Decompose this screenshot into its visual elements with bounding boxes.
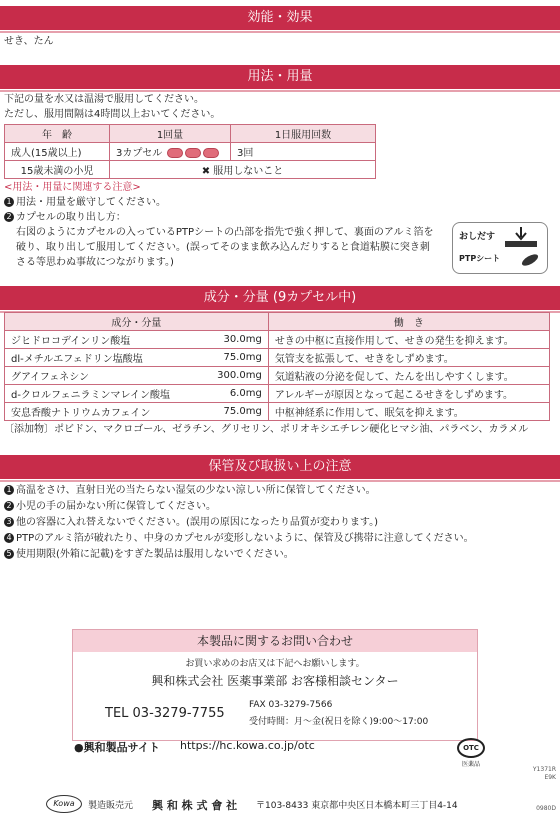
dosage-note2 — [4, 210, 126, 226]
storage-item-text: 使用期限(外箱に記載)をすぎた製品は服用しないでください。 — [16, 549, 294, 560]
table-row — [5, 385, 550, 403]
contact-box — [72, 629, 478, 741]
code-2: E9K — [544, 774, 556, 781]
note1-text: 用法・用量を厳守してください。 — [16, 197, 166, 208]
storage-item-text: 小児の手の届かない所に保管してください。 — [16, 501, 216, 512]
dosage-header: 用法・用量 — [0, 65, 560, 89]
contact-hours: 受付時間：月～金(祝日を除く)9:00～17:00 — [249, 717, 429, 727]
row-adult-dose — [110, 143, 231, 161]
ingredient-effect: 気管支を拡張して、せきをしずめます。 — [268, 349, 549, 367]
number-2-icon: 2 — [4, 212, 14, 222]
efficacy-body: せき、たん — [4, 36, 54, 47]
col-age: 年 齢 — [5, 125, 110, 143]
kowa-logo: Kowa — [46, 795, 82, 813]
footer-company: 興 和 株 式 會 社 — [152, 799, 238, 812]
col-times: 1日服用回数 — [231, 125, 376, 143]
number-1-icon: 1 — [4, 485, 14, 495]
storage-header: 保管及び取扱い上の注意 — [0, 455, 560, 479]
ingredient-amount: 30.0mg — [196, 331, 269, 349]
table-row — [5, 403, 550, 421]
dosage-note2-l1: 右図のようにカプセルの入っているPTPシートの凸部を指先で強く押して、裏面のアルミ箔を — [16, 227, 434, 238]
note2-text: カプセルの取り出し方： — [16, 212, 126, 223]
x-mark-icon: ✖ — [201, 166, 211, 177]
ingredients-header: 成分・分量 (9カプセル中) — [0, 286, 560, 310]
ptp-illustration — [452, 222, 548, 274]
ingredient-name: 安息香酸ナトリウムカフェイン — [5, 403, 196, 421]
capsule-icon — [167, 148, 183, 158]
row-adult-times: 3回 — [231, 143, 376, 161]
ingredient-effect: アレルギーが原因となって起こるせきをしずめます。 — [268, 385, 549, 403]
site-url[interactable]: https://hc.kowa.co.jp/otc — [180, 739, 315, 752]
ingredient-effect: 中枢神経系に作用して、眠気を抑えます。 — [268, 403, 549, 421]
capsule-icon — [203, 148, 219, 158]
dosage-notes-title: <用法・用量に関連する注意> — [4, 182, 141, 193]
footer-address: 〒103-8433 東京都中央区日本橋本町三丁目4-14 — [256, 801, 458, 811]
contact-header: 本製品に関するお問い合わせ — [73, 630, 477, 652]
number-4-icon: 4 — [4, 533, 14, 543]
storage-item-text: 他の容器に入れ替えないでください。(誤用の原因になったり品質が変わります。) — [16, 517, 379, 528]
product-codes — [533, 766, 556, 782]
col-ingredient: 成分・分量 — [5, 313, 269, 331]
dosage-line1: 下記の量を水又は温湯で服用してください。 — [4, 94, 204, 105]
code-1: Y1371R — [532, 766, 556, 773]
site-label: ●興和製品サイト — [74, 741, 160, 754]
ingredient-name: グアイフェネシン — [5, 367, 196, 385]
ingredient-name: d-クロルフェニラミンマレイン酸塩 — [5, 385, 196, 403]
row-adult-age: 成人(15歳以上) — [5, 143, 110, 161]
col-dose: 1回量 — [110, 125, 231, 143]
ingredient-amount: 75.0mg — [196, 349, 269, 367]
ingredient-name: dl-メチルエフェドリン塩酸塩 — [5, 349, 196, 367]
otc-logo-icon: OTC — [457, 738, 485, 758]
ingredient-effect: 気道粘液の分泌を促して、たんを出しやすくします。 — [268, 367, 549, 385]
otc-badge — [456, 738, 486, 768]
ingredient-amount: 6.0mg — [196, 385, 269, 403]
storage-item — [4, 531, 474, 547]
number-3-icon: 3 — [4, 517, 14, 527]
dosage-line2: ただし、服用間隔は4時間以上おいてください。 — [4, 109, 221, 120]
ptp-push-label: おしだす — [459, 232, 496, 242]
dosage-note1 — [4, 195, 166, 211]
contact-tel: TEL 03-3279-7755 — [105, 706, 225, 721]
child-dose-text: 服用しないこと — [213, 166, 284, 177]
storage-item-text: 高温をさけ、直射日光の当たらない湿気の少ない涼しい所に保管してください。 — [16, 485, 376, 496]
footer-maker-label: 製造販売元 — [88, 801, 134, 811]
dosage-table — [4, 124, 376, 179]
push-arrow-icon — [501, 225, 541, 251]
storage-item-text: PTPのアルミ箔が破れたり、中身のカプセルが変形しないように、保管及び携帯に注意してください。 — [16, 533, 474, 544]
ingredient-effect: せきの中枢に直接作用して、せきの発生を抑えます。 — [268, 331, 549, 349]
storage-item — [4, 515, 378, 531]
table-row — [5, 349, 550, 367]
col-effect: 働 き — [268, 313, 549, 331]
row-child-age: 15歳未満の小児 — [5, 161, 110, 179]
ingredient-amount: 75.0mg — [196, 403, 269, 421]
ingredients-additives: 〔添加物〕ポビドン、マクロゴール、ゼラチン、グリセリン、ポリオキシエチレン硬化ヒマシ油、パラベン、カラメル — [4, 424, 529, 435]
dose-text: 3カプセル — [116, 148, 163, 159]
otc-sub: 医薬品 — [461, 761, 480, 768]
ingredient-name: ジヒドロコデインリン酸塩 — [5, 331, 196, 349]
table-row — [5, 331, 550, 349]
number-5-icon: 5 — [4, 549, 14, 559]
ptp-sheet-label: PTPシート — [459, 254, 501, 263]
number-2-icon: 2 — [4, 501, 14, 511]
capsule-icon — [185, 148, 201, 158]
row-child-dose — [110, 161, 376, 179]
contact-line1: お買い求めのお店又は下記へお願いします。 — [185, 659, 365, 669]
storage-item — [4, 483, 376, 499]
storage-item — [4, 499, 216, 515]
storage-item — [4, 547, 294, 563]
capsule-icon — [519, 253, 541, 267]
contact-fax: FAX 03-3279-7566 — [249, 700, 333, 710]
ingredients-table — [4, 312, 550, 421]
contact-company: 興和株式会社 医薬事業部 お客様相談センター — [151, 674, 399, 688]
ingredient-amount: 300.0mg — [196, 367, 269, 385]
dosage-note2-l3: さる等思わぬ事故につながります。) — [16, 257, 174, 268]
efficacy-header: 効能・効果 — [0, 6, 560, 30]
dosage-note2-l2: 破り、取り出して服用してください。(誤ってそのまま飲み込んだりすると食道粘膜に突き刺 — [16, 242, 430, 253]
table-row — [5, 367, 550, 385]
number-1-icon: 1 — [4, 197, 14, 207]
code-3: 0980D — [536, 805, 556, 812]
